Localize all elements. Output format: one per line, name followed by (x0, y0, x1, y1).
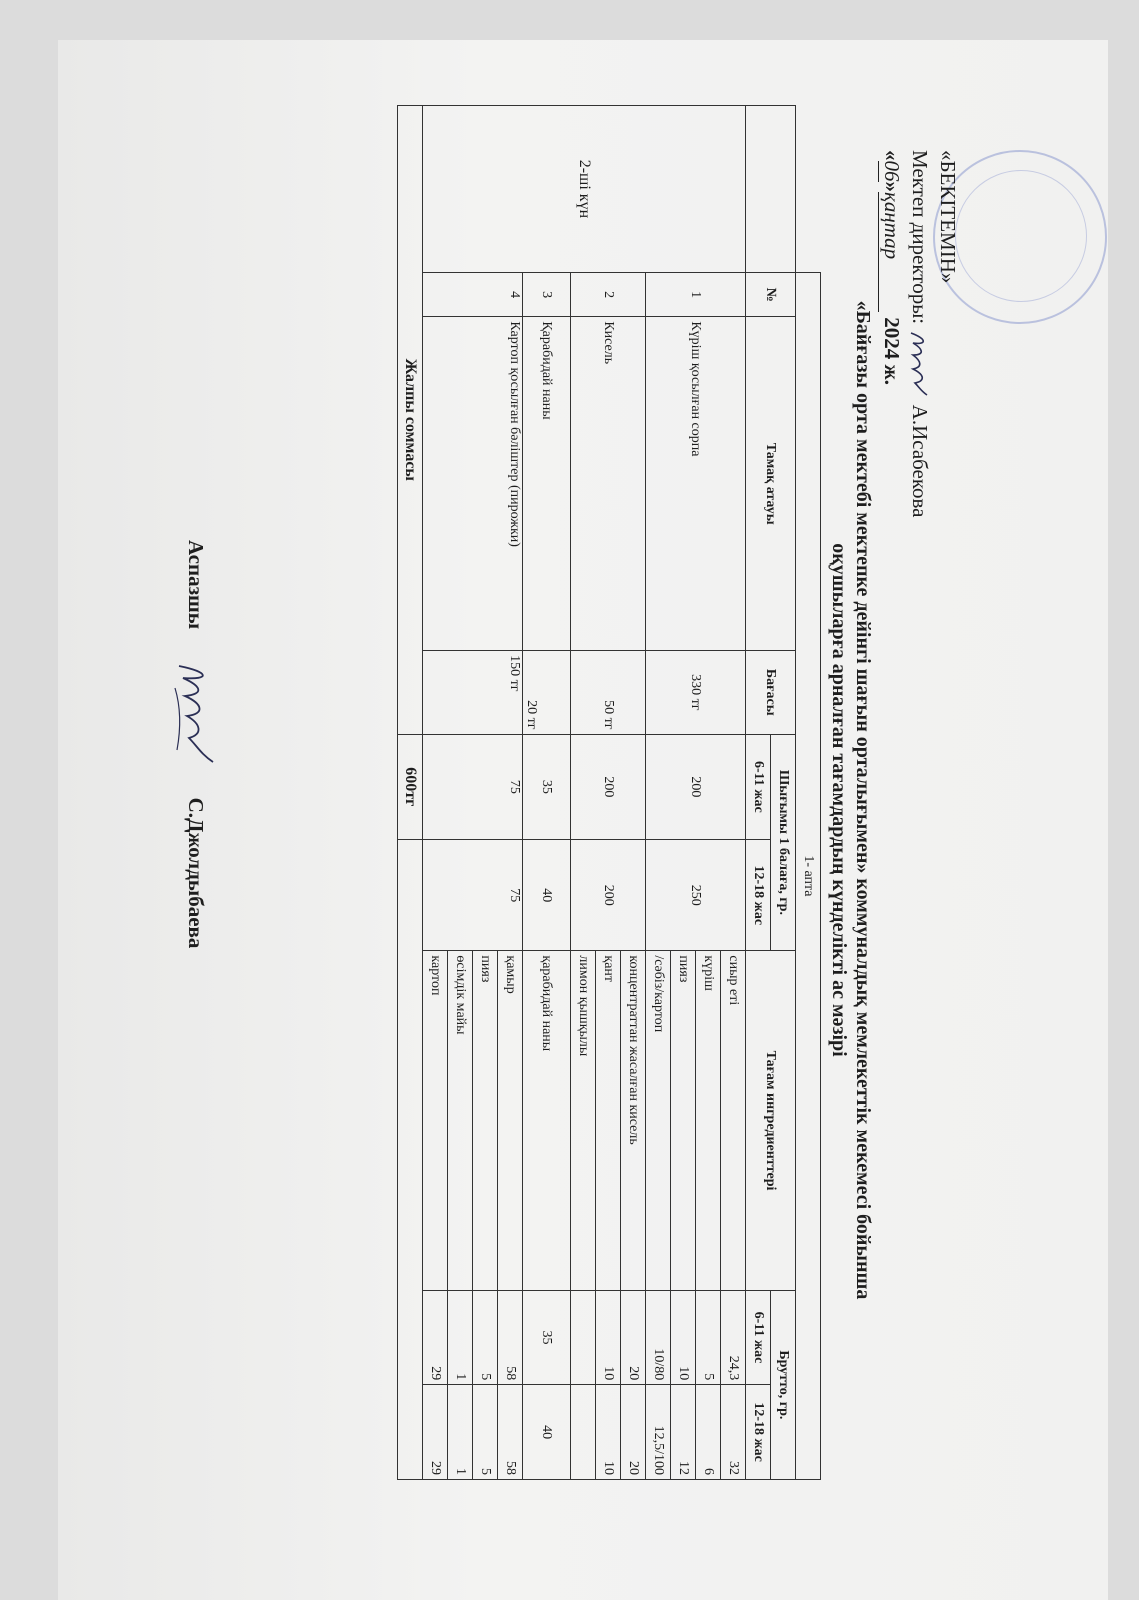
date-month: қаңтар (878, 192, 905, 312)
dish-name: Кисель (571, 317, 646, 651)
ingredient: қант (596, 951, 621, 1290)
dish-name: Күріш қосылған сорпа (646, 317, 746, 651)
col-price: Бағасы (746, 651, 796, 734)
header-row (771, 106, 796, 1480)
total-row (398, 106, 423, 1480)
director-line (905, 150, 933, 517)
brutto-age-1: 6-11 жас (746, 1290, 771, 1385)
dish-name: Қарабидай наны (523, 317, 571, 651)
director-name: А.Исабекова (908, 404, 932, 518)
col-dish-name: Тамақ атауы (746, 317, 796, 651)
cook-label: Аспазшы (184, 540, 209, 630)
table-row: қант 10 10 (596, 106, 621, 1480)
ingredient: қамыр (498, 951, 523, 1290)
cook-signature-line (169, 540, 219, 948)
cook-signature (169, 658, 219, 768)
ingredient: күріш (696, 951, 721, 1290)
week-label: 1- апта (796, 272, 821, 1479)
menu-table (397, 105, 821, 1480)
col-output: Шығымы 1 балаға, гр. (771, 734, 796, 951)
director-label: Мектеп директоры: (908, 150, 932, 325)
table-row: /сәбіз/картоп 10/80 12,5/100 (646, 106, 671, 1480)
table-row: күріш 5 6 (696, 106, 721, 1480)
ingredient: картоп (423, 951, 448, 1290)
table-row: 4 Картоп қосылған бәліштер (пирожки) 150 тг 75 75 қамыр 58 58 (498, 106, 523, 1480)
ingredient: лимон қышқылы (571, 951, 596, 1290)
table-row: 3 Қарабидай наны 20 тг 35 40 қарабидай наны 35 40 (523, 106, 571, 1480)
ingredient: пияз (473, 951, 498, 1290)
ingredient: сиыр еті (721, 951, 746, 1290)
table-row: пияз 10 12 (671, 106, 696, 1480)
date-day: 06 (880, 160, 904, 182)
table-row: 2 Кисель 50 тг 200 200 концентраттан жасалған кисель 20 20 (621, 106, 646, 1480)
ingredient: өсімдік майы (448, 951, 473, 1290)
approval-line: «БЕКІТЕМІН» (936, 150, 960, 284)
dish-price: 330 тг (646, 651, 746, 734)
dish-price: 20 тг (523, 651, 571, 734)
col-ingredients: Тағам ингредиенттері (746, 951, 796, 1290)
ingredient: пияз (671, 951, 696, 1290)
table-row: өсімдік майы 1 1 (448, 106, 473, 1480)
ingredient: /сәбіз/картоп (646, 951, 671, 1290)
table-row: 2-ші күн 1 Күріш қосылған сорпа 330 тг 200 250 сиыр еті 24,3 32 (721, 106, 746, 1480)
table-row: пияз 5 5 (473, 106, 498, 1480)
brutto-age-2: 12-18 жас (746, 1385, 771, 1480)
date-line: «06»қаңтар 2024 ж. (880, 150, 904, 385)
dish-price: 50 тг (571, 651, 646, 734)
total-value: 600тг (398, 734, 423, 840)
output-age-2: 12-18 жас (746, 840, 771, 951)
dish-price: 150 тг (423, 651, 523, 734)
total-label: Жалпы соммасы (398, 106, 423, 735)
date-year: 2024 ж. (880, 317, 904, 385)
document-title: «Байғазы орта мектебі мектепке дейінгі шағын орталығымен» коммуналдық мемлекеттік мекемесі бойынша оқушыларға арналған тағамдардың күнделікті ас мәзірі (828, 300, 874, 1300)
ingredient: концентраттан жасалған кисель (621, 951, 646, 1290)
table-row: картоп 29 29 (423, 106, 448, 1480)
director-signature (905, 329, 931, 399)
col-number: № (746, 272, 796, 316)
cook-name: С.Джолдыбаева (184, 797, 209, 949)
day-label: 2-ші күн (423, 106, 746, 273)
dish-name: Картоп қосылған бәліштер (пирожки) (423, 317, 523, 651)
week-row (796, 106, 821, 1480)
col-brutto: Брутто, гр. (771, 1290, 796, 1479)
ingredient: қарабидай наны (523, 951, 571, 1290)
output-age-1: 6-11 жас (746, 734, 771, 840)
